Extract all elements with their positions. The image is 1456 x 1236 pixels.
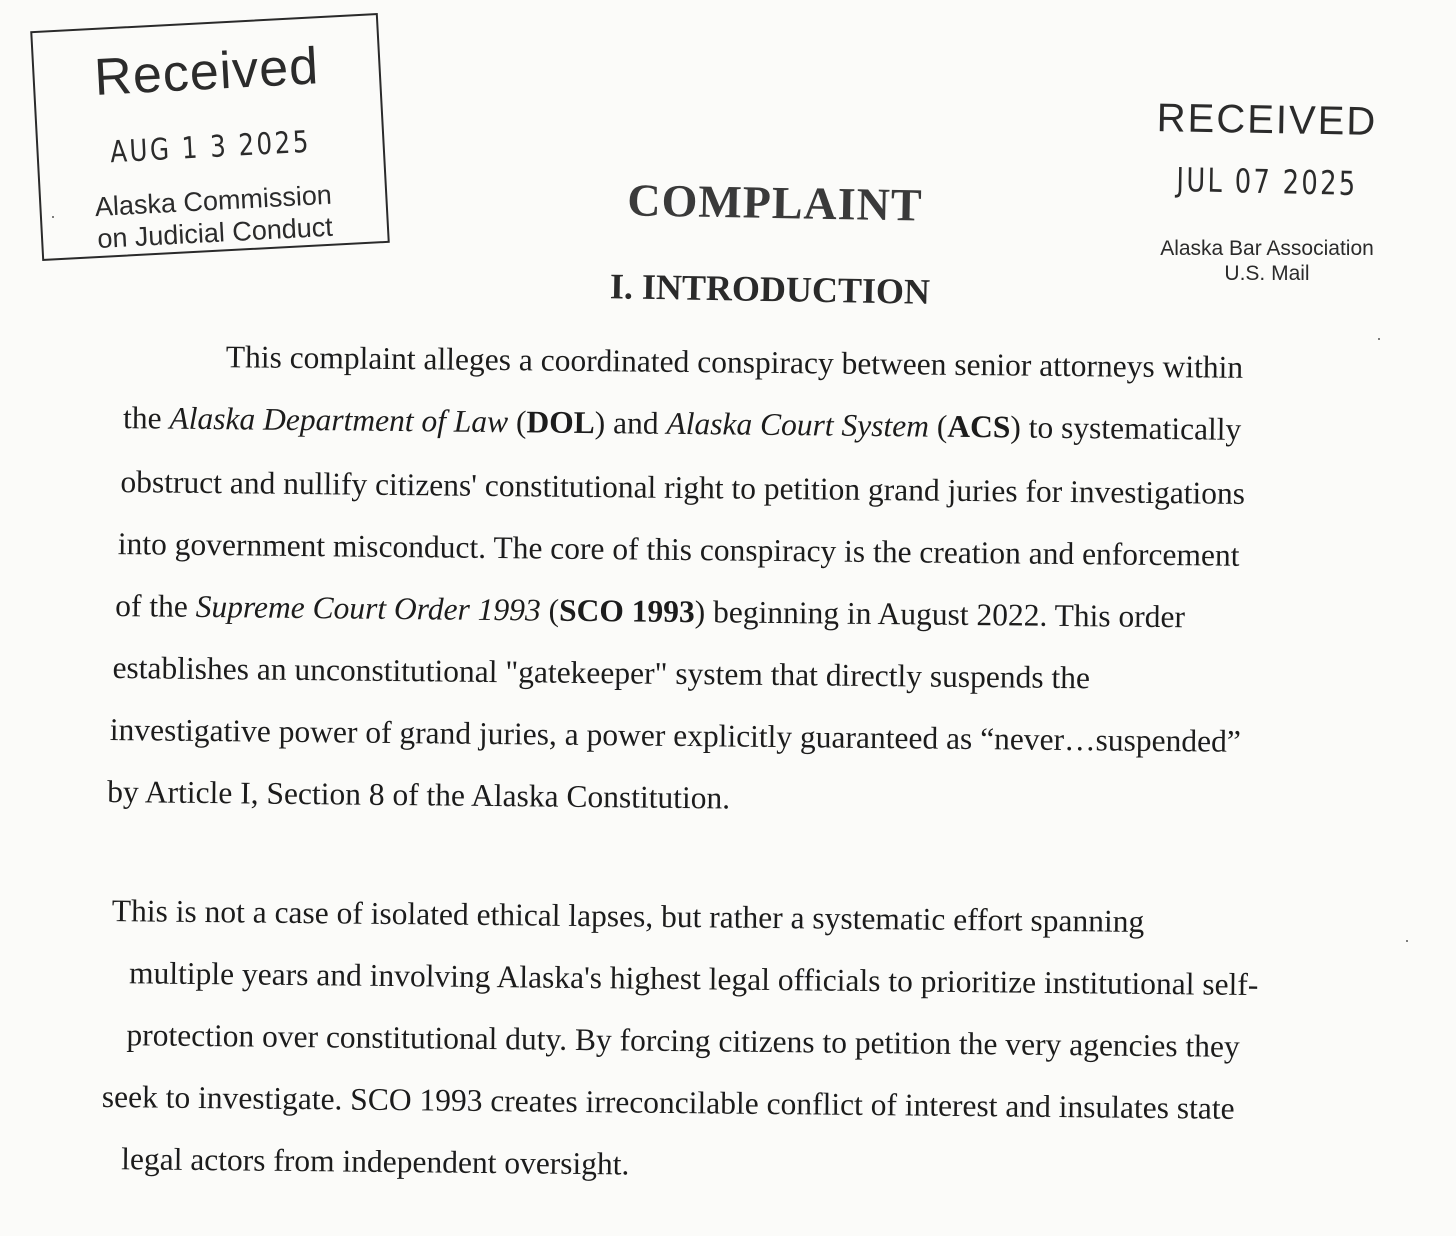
- stamp-org-line1: Alaska Bar Association: [1160, 237, 1374, 260]
- stamp-received-title: RECEIVED: [1156, 96, 1378, 144]
- paragraph-line: investigative power of grand juries, a power explicitly guaranteed as “never…suspended”: [109, 712, 1242, 759]
- stamp-received-title: Received: [92, 37, 321, 107]
- text-run: of the: [115, 588, 196, 624]
- text-run: (: [540, 592, 560, 628]
- text-run: the: [122, 400, 170, 436]
- paragraph-line: multiple years and involving Alaska's highest legal officials to prioritize institutional self-: [128, 955, 1259, 1003]
- text-run: ) beginning in August 2022. This order: [694, 594, 1186, 635]
- paragraph-line: by Article I, Section 8 of the Alaska Constitution.: [107, 773, 731, 816]
- stamp-received-date: JUL 07 2025: [1176, 159, 1358, 204]
- stamp-org-line2: U.S. Mail: [1224, 262, 1310, 285]
- dol-abbreviation: DOL: [526, 404, 595, 441]
- acs-name: Alaska Court System: [666, 405, 930, 444]
- section-heading: I. INTRODUCTION: [609, 266, 931, 312]
- paragraph-line: establishes an unconstitutional "gatekeeper" system that directly suspends the: [112, 650, 1091, 696]
- sco-abbreviation: SCO 1993: [558, 592, 695, 630]
- paragraph-line: seek to investigate. SCO 1993 creates irreconcilable conflict of interest and insulates state: [101, 1078, 1235, 1126]
- paragraph-line: protection over constitutional duty. By forcing citizens to petition the very agencies they: [126, 1017, 1240, 1064]
- text-run: (: [507, 404, 527, 440]
- document-title: COMPLAINT: [626, 174, 924, 231]
- paragraph-line: This complaint alleges a coordinated conspiracy between senior attorneys within: [225, 339, 1244, 385]
- sco-name: Supreme Court Order 1993: [195, 588, 541, 628]
- commission-received-stamp: [30, 13, 390, 261]
- text-run: ) and: [594, 405, 667, 441]
- paragraph-line: legal actors from independent oversight.: [121, 1141, 630, 1182]
- paragraph-line: [115, 588, 1185, 635]
- text-run: (: [928, 408, 948, 444]
- scan-speck: [1406, 940, 1408, 942]
- paragraph-line: [123, 400, 1242, 448]
- paragraph-line: This is not a case of isolated ethical lapses, but rather a systematic effort spanning: [111, 893, 1145, 939]
- scan-speck: [1378, 338, 1380, 340]
- paragraph-line: obstruct and nullify citizens' constitutional right to petition grand juries for investigations: [120, 464, 1246, 511]
- stamp-org-line2: on Judicial Conduct: [96, 211, 334, 255]
- text-run: ) to systematically: [1010, 409, 1242, 447]
- paragraph-line: into government misconduct. The core of this conspiracy is the creation and enforcement: [117, 526, 1240, 573]
- dol-name: Alaska Department of Law: [169, 400, 509, 440]
- stamp-received-date: AUG 1 3 2025: [109, 124, 312, 171]
- acs-abbreviation: ACS: [947, 408, 1011, 445]
- scan-speck: [52, 216, 54, 218]
- stamp-org-line1: Alaska Commission: [94, 179, 333, 223]
